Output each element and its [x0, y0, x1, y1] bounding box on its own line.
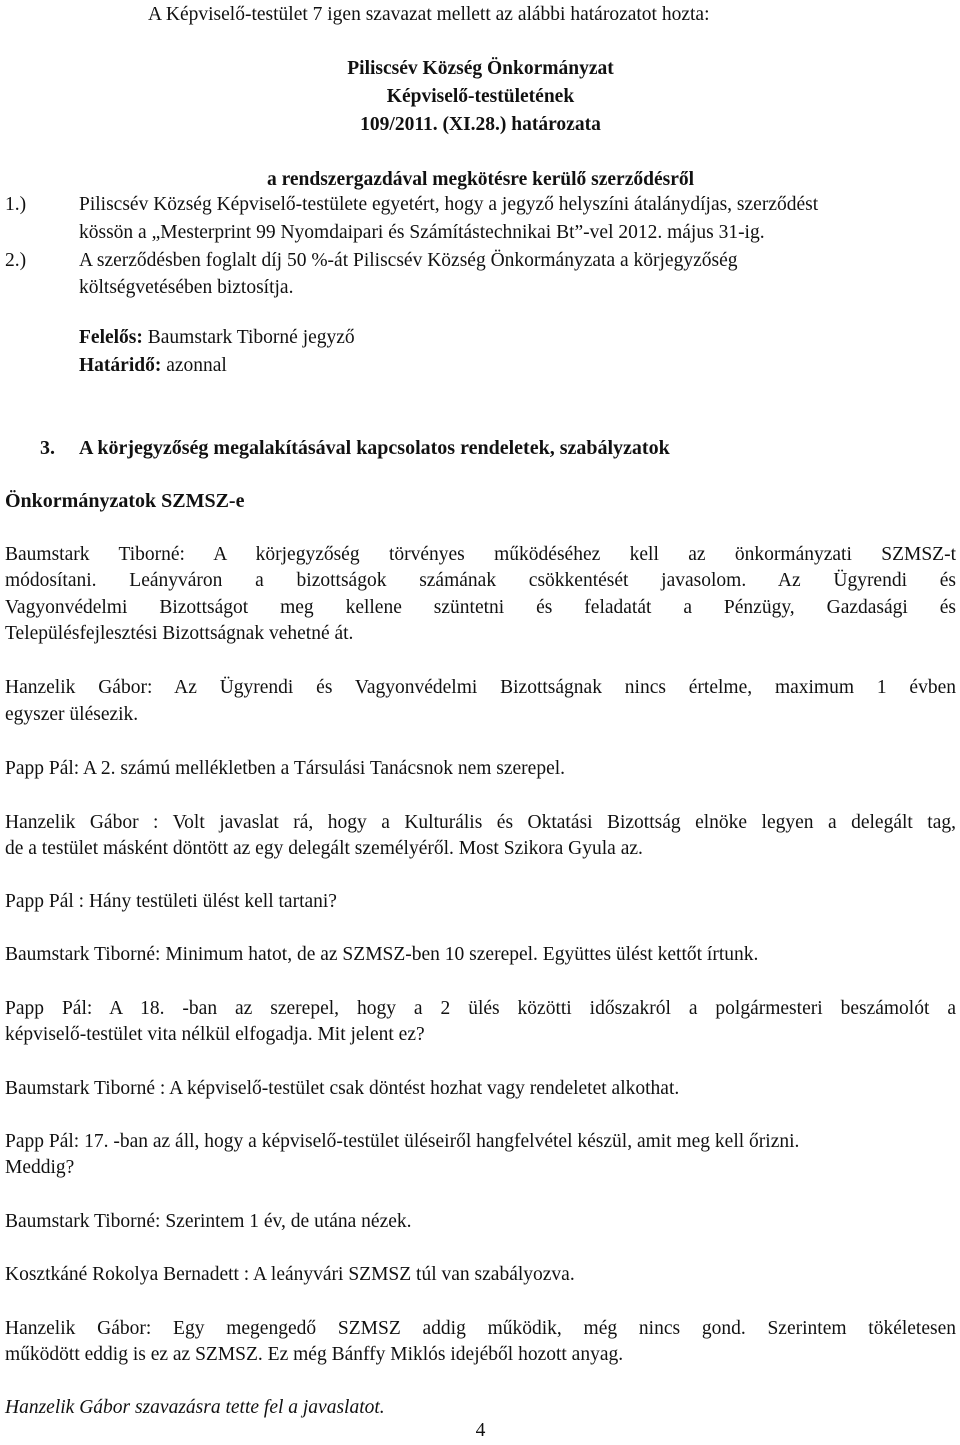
- section-3-number: 3.: [40, 437, 55, 459]
- resolution-title-2: Képviselő-testületének: [386, 86, 575, 107]
- paragraph-1-line-4: Településfejlesztési Bizottságnak vehetné át.: [5, 623, 354, 644]
- paragraph-6: Baumstark Tiborné: Minimum hatot, de az SZMSZ-ben 10 szerepel. Együttes ülést kettőt írtunk.: [5, 944, 759, 965]
- item-2-number: 2.): [5, 250, 27, 271]
- paragraph-11: Kosztkáné Rokolya Bernadett : A leányvári SZMSZ túl van szabályozva.: [5, 1264, 575, 1285]
- item-2-line-2: költségvetésében biztosítja.: [79, 277, 294, 298]
- paragraph-1-line-1: Baumstark Tiborné: A körjegyzőség törvényes működéséhez kell az önkormányzati SZMSZ-t: [5, 544, 956, 565]
- paragraph-5: Papp Pál : Hány testületi ülést kell tartani?: [5, 891, 337, 912]
- paragraph-13: Hanzelik Gábor szavazásra tette fel a javaslatot.: [5, 1397, 385, 1418]
- item-1-number: 1.): [5, 194, 27, 215]
- paragraph-3: Papp Pál: A 2. számú mellékletben a Társulási Tanácsnok nem szerepel.: [5, 758, 566, 779]
- deadline-value: azonnal: [166, 355, 227, 376]
- responsible-label: Felelős:: [79, 327, 143, 348]
- paragraph-4-line-2: de a testület másként döntött az egy delegált személyéről. Most Szikora Gyula az.: [5, 838, 643, 859]
- section-3-subtitle: Önkormányzatok SZMSZ-e: [5, 490, 245, 512]
- deadline-label: Határidő:: [79, 355, 162, 376]
- paragraph-9-line-1: Papp Pál: 17. -ban az áll, hogy a képviselő-testület üléseiről hangfelvétel készül, amit meg kell őrizni.: [5, 1131, 800, 1152]
- intro-text: A Képviselő-testület 7 igen szavazat mellett az alábbi határozatot hozta:: [148, 4, 710, 25]
- paragraph-8: Baumstark Tiborné : A képviselő-testület csak döntést hozhat vagy rendeletet alkothat.: [5, 1078, 680, 1099]
- resolution-title-1: Piliscsév Község Önkormányzat: [347, 58, 614, 79]
- paragraph-4-line-1: Hanzelik Gábor : Volt javaslat rá, hogy a Kulturális és Oktatási Bizottság elnöke legyen a delegált tag,: [5, 812, 956, 833]
- paragraph-2-line-2: egyszer ülésezik.: [5, 704, 139, 725]
- page-number: 4: [475, 1420, 486, 1441]
- paragraph-7-line-1: Papp Pál: A 18. -ban az szerepel, hogy a 2 ülés közötti időszakról a polgármesteri beszámolót a: [5, 998, 956, 1019]
- item-1-line-1: Piliscsév Község Képviselő-testülete egyetért, hogy a jegyző helyszíni átalánydíjas, szerződést: [79, 194, 819, 215]
- paragraph-7-line-2: képviselő-testület vita nélkül elfogadja. Mit jelent ez?: [5, 1024, 425, 1045]
- deadline-line: [79, 352, 227, 380]
- paragraph-9-line-2: Meddig?: [5, 1157, 75, 1178]
- section-3-title: A körjegyzőség megalakításával kapcsolatos rendeletek, szabályzatok: [79, 437, 670, 459]
- resolution-title-3: 109/2011. (XI.28.) határozata: [360, 114, 601, 135]
- paragraph-10: Baumstark Tiborné: Szerintem 1 év, de utána nézek.: [5, 1211, 412, 1232]
- responsible-value: Baumstark Tiborné jegyző: [147, 327, 355, 348]
- responsible-line: [79, 324, 355, 352]
- item-1-line-2: kössön a „Mesterprint 99 Nyomdaipari és Számítástechnikai Bt”-vel 2012. május 31-ig.: [79, 222, 765, 243]
- paragraph-2-line-1: Hanzelik Gábor: Az Ügyrendi és Vagyonvédelmi Bizottságnak nincs értelme, maximum 1 évben: [5, 677, 956, 698]
- paragraph-12-line-1: Hanzelik Gábor: Egy megengedő SZMSZ addig működik, még nincs gond. Szerintem tökéletesen: [5, 1318, 956, 1339]
- paragraph-12-line-2: működött eddig is ez az SZMSZ. Ez még Bánffy Miklós idejéből hozott anyag.: [5, 1344, 624, 1365]
- paragraph-1-line-2: módosítani. Leányváron a bizottságok számának csökkentését javasolom. Az Ügyrendi és: [5, 570, 956, 591]
- resolution-subject: a rendszergazdával megkötésre kerülő szerződésről: [266, 169, 695, 190]
- paragraph-1-line-3: Vagyonvédelmi Bizottságot meg kellene szüntetni és feladatát a Pénzügy, Gazdasági és: [5, 597, 956, 618]
- item-2-line-1: A szerződésben foglalt díj 50 %-át Piliscsév Község Önkormányzata a körjegyzőség: [79, 250, 738, 271]
